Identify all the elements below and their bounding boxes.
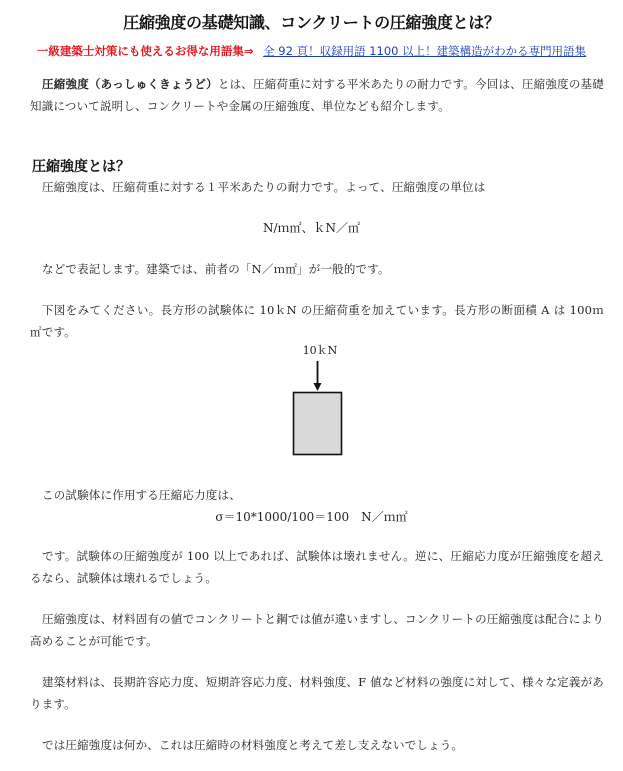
paragraph-3: 下図をみてください。長方形の試験体に 10ｋN の圧縮荷重を加えています。長方形の断面積 A は 100ｍ㎡です。 [30,303,604,339]
paragraph-4: この試験体に作用する圧縮応力度は、 [42,488,241,502]
test-specimen [294,393,342,455]
glossary-link[interactable]: 全 92 頁！収録用語 1100 以上！建築構造がわかる専門用語集 [263,44,587,58]
load-label: 10ｋN [302,344,338,357]
paragraph-8: では圧縮強度は何か、これは圧縮時の材料強度と考えて差し支えないでしょう。 [42,738,464,752]
diagram-svg [290,340,350,460]
section-heading: 圧縮強度とは？ [32,159,130,175]
intro-text: とは、圧縮荷重に対する平米あたりの耐力です。今回は、圧縮強度の基礎知識について説明し、コンクリートや金属の圧縮強度、単位なども紹介します。 [30,77,604,113]
promo-text: 一級建築士対策にも使えるお得な用語集⇒ [36,44,254,58]
intro-term: 圧縮強度（あっしゅくきょうど） [42,77,218,91]
paragraph-6: 圧縮強度は、材料固有の値でコンクリートと鋼では値が違いますし、コンクリートの圧縮強度は配合により高めることが可能です。 [30,612,604,648]
paragraph-1: 圧縮強度は、圧縮荷重に対する１平米あたりの耐力です。よって、圧縮強度の単位は [42,180,486,194]
paragraph-5: です。試験体の圧縮強度が 100 以上であれば、試験体は壊れません。逆に、圧縮応力度が圧縮強度を超えるなら、試験体は壊れるでしょう。 [30,549,604,585]
paragraph-2: などで表記します。建築では、前者の「N／ｍ㎡」が一般的です。 [42,262,390,276]
load-arrow-head [314,383,322,391]
formula-line: σ＝10*1000/100＝100 N／ｍ㎡ [215,510,408,524]
compression-diagram [290,340,350,464]
intro-paragraph [30,73,604,117]
units-line: N/ｍ㎡、ｋN／㎡ [262,221,361,235]
paragraph-7: 建築材料は、長期許容応力度、短期許容応力度、材料強度、F 値など材料の強度に対して、様々な定義があります。 [30,675,604,711]
promo-banner [0,43,623,59]
page-title: 圧縮強度の基礎知識、コンクリートの圧縮強度とは？ [123,13,500,32]
